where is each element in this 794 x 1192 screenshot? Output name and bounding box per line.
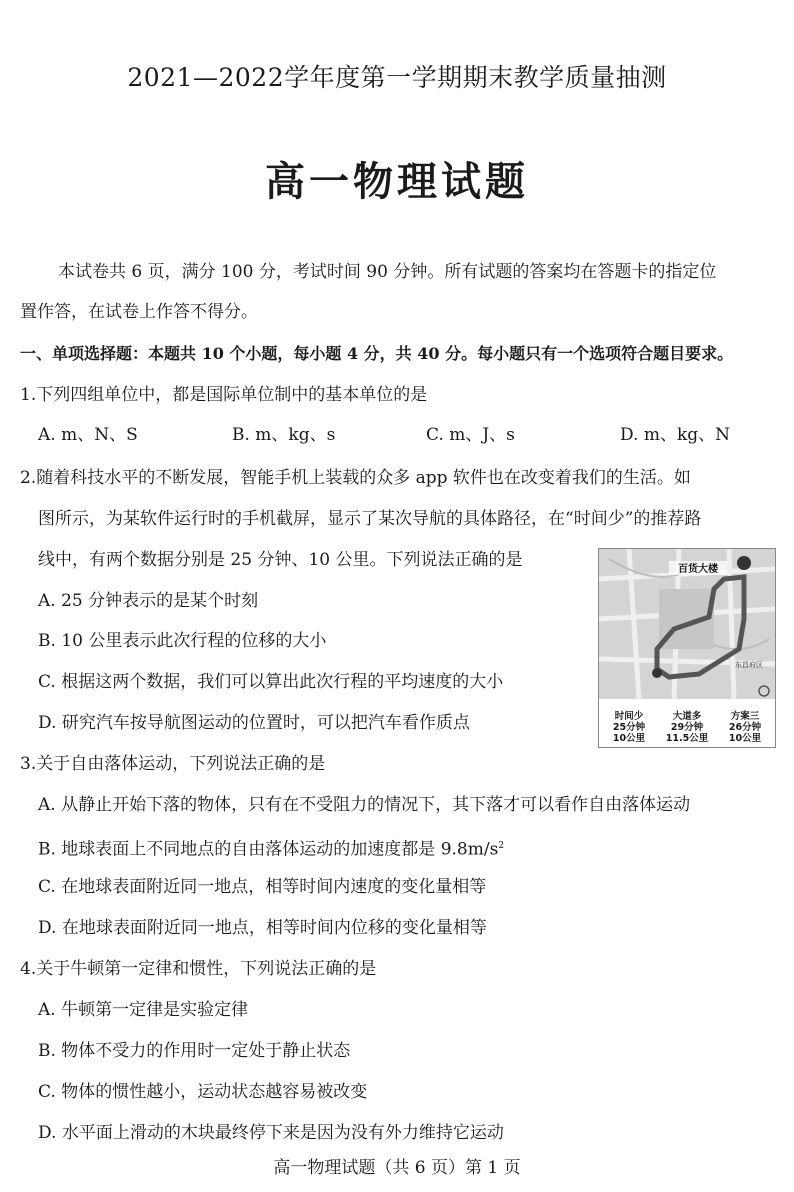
origin-marker-icon <box>652 668 662 678</box>
route-option-1 <box>601 711 657 744</box>
q1-options <box>38 420 758 450</box>
route-name: 大道多 <box>672 711 702 722</box>
page-title: 高一物理试题 <box>265 158 529 205</box>
q2-option-a: A. 25 分钟表示的是某个时刻 <box>38 591 259 611</box>
map-image <box>599 549 775 699</box>
q2-option-b: B. 10 公里表示此次行程的位移的大小 <box>38 631 327 651</box>
q4-option-d: D. 水平面上滑动的木块最终停下来是因为没有外力维持它运动 <box>38 1123 504 1143</box>
q1-option-c: C. m、J、s <box>426 425 515 445</box>
map-label-district: 东昌府区 <box>735 661 763 669</box>
route-option-3 <box>717 711 773 744</box>
route-distance: 11.5公里 <box>665 733 709 744</box>
route-options <box>599 699 775 747</box>
superscript: 2 <box>498 841 505 851</box>
q4-option-a: A. 牛顿第一定律是实验定律 <box>38 1000 249 1020</box>
exam-header: 2021—2022学年度第一学期期末教学质量抽测 <box>127 63 667 92</box>
q1-option-d: D. m、kg、N <box>620 425 731 445</box>
route-time: 26分钟 <box>728 722 762 733</box>
q2-stem-line-1: 2.随着科技水平的不断发展，智能手机上装载的众多 app 软件也在改变着我们的生活。如 <box>20 468 691 488</box>
route-distance: 10公里 <box>728 733 762 744</box>
q1-option-a: A. m、N、S <box>38 425 138 445</box>
intro-line-1: 本试卷共 6 页，满分 100 分，考试时间 90 分钟。所有试题的答案均在答题卡的指定位 <box>58 262 717 282</box>
route-time: 29分钟 <box>670 722 704 733</box>
q2-option-d: D. 研究汽车按导航图运动的位置时，可以把汽车看作质点 <box>38 713 470 733</box>
q3-option-a: A. 从静止开始下落的物体，只有在不受阻力的情况下，其下落才可以看作自由落体运动 <box>38 795 691 815</box>
q2-option-c: C. 根据这两个数据，我们可以算出此次行程的平均速度的大小 <box>38 672 504 692</box>
q1-stem: 1.下列四组单位中，都是国际单位制中的基本单位的是 <box>20 385 428 405</box>
q4-option-c: C. 物体的惯性越小，运动状态越容易被改变 <box>38 1082 368 1102</box>
q3-option-d: D. 在地球表面附近同一地点，相等时间内位移的变化量相等 <box>38 918 487 938</box>
q3-option-b <box>38 832 504 864</box>
route-distance: 10公里 <box>612 733 646 744</box>
route-name: 时间少 <box>614 711 644 722</box>
map-label-store: 百货大楼 <box>678 564 718 575</box>
q2-stem-line-3: 线中，有两个数据分别是 25 分钟、10 公里。下列说法正确的是 <box>38 550 523 570</box>
q2-stem-line-2: 图所示，为某软件运行时的手机截屏，显示了某次导航的具体路径，在“时间少”的推荐路 <box>38 509 702 529</box>
q3-option-b-text: B. 地球表面上不同地点的自由落体运动的加速度都是 9.8m/s <box>38 839 499 860</box>
page-footer: 高一物理试题（共 6 页）第 1 页 <box>273 1158 521 1178</box>
route-option-2 <box>659 711 715 744</box>
navigation-screenshot-figure <box>598 548 776 748</box>
q1-option-b: B. m、kg、s <box>232 425 336 445</box>
q4-stem: 4.关于牛顿第一定律和惯性，下列说法正确的是 <box>20 959 377 979</box>
section-heading: 一、单项选择题：本题共 10 个小题，每小题 4 分，共 40 分。每小题只有一个选项符合题目要求。 <box>20 344 734 363</box>
destination-marker-icon <box>737 556 751 570</box>
q3-stem: 3.关于自由落体运动，下列说法正确的是 <box>20 754 326 774</box>
q3-option-c: C. 在地球表面附近同一地点，相等时间内速度的变化量相等 <box>38 877 487 897</box>
route-time: 25分钟 <box>612 722 646 733</box>
intro-line-2: 置作答，在试卷上作答不得分。 <box>20 302 258 322</box>
q4-option-b: B. 物体不受力的作用时一定处于静止状态 <box>38 1041 351 1061</box>
route-name: 方案三 <box>730 711 760 722</box>
